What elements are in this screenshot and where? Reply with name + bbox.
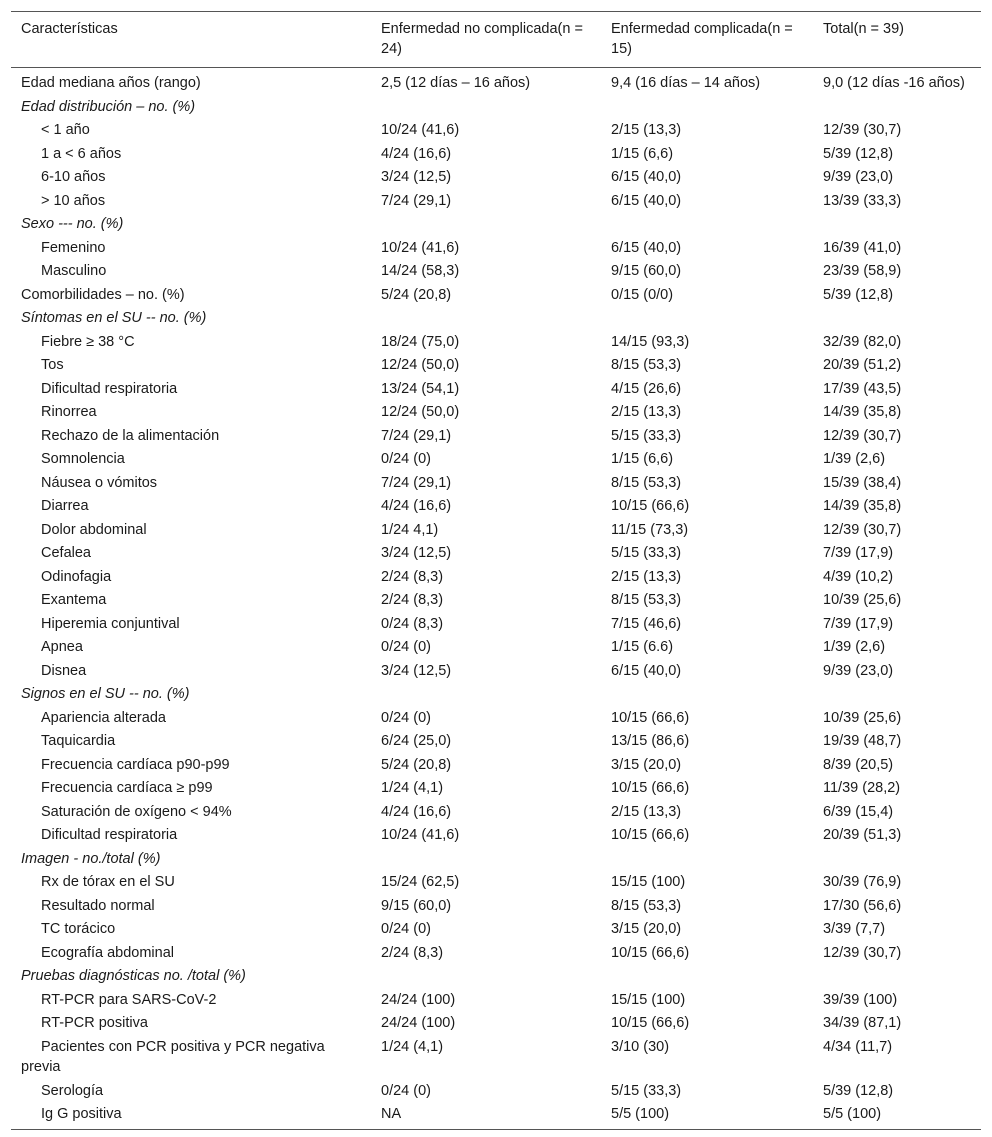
table-cell: 12/39 (30,7)	[823, 521, 902, 538]
table-cell: 6/15 (40,0)	[611, 662, 682, 679]
table-cell: 10/15 (66,6)	[611, 709, 690, 726]
table-cell: 16/39 (41,0)	[823, 239, 902, 256]
row-label: Saturación de oxígeno < 94%	[41, 803, 232, 820]
table-cell: 12/39 (30,7)	[823, 427, 902, 444]
row-label: Femenino	[41, 239, 106, 256]
table-row	[11, 1080, 981, 1104]
row-label: Resultado normal	[41, 897, 155, 914]
table-cell: 1/24 (4,1)	[381, 780, 444, 796]
table-cell: 10/24 (41,6)	[381, 122, 460, 138]
table-cell: 24/24 (100)	[381, 1015, 456, 1031]
table-cell: 14/24 (58,3)	[381, 263, 460, 279]
table-row	[11, 989, 981, 1013]
table-row	[11, 1012, 981, 1036]
table-cell: 0/15 (0/0)	[611, 286, 674, 303]
row-label: Frecuencia cardíaca p90-p99	[41, 756, 230, 773]
table-cell: 14/39 (35,8)	[823, 498, 902, 514]
table-cell: 23/39 (58,9)	[823, 263, 902, 279]
table-cell	[371, 848, 601, 872]
table-cell: 11/15 (73,3)	[611, 521, 689, 538]
table-row	[11, 566, 981, 590]
table-cell	[813, 683, 981, 707]
table-cell: 2/24 (8,3)	[381, 592, 444, 608]
table-cell: 13/15 (86,6)	[611, 733, 690, 749]
table-row	[11, 1036, 981, 1080]
table-row	[11, 801, 981, 825]
row-label: Apariencia alterada	[41, 709, 166, 726]
row-label: Ecografía abdominal	[41, 944, 174, 961]
table-row	[11, 425, 981, 449]
table-cell: 15/15 (100)	[611, 991, 686, 1008]
table-cell: 5/15 (33,3)	[611, 427, 682, 444]
table-cell	[371, 965, 601, 989]
table-cell: 10/15 (66,6)	[611, 827, 690, 843]
table-cell: 7/24 (29,1)	[381, 192, 452, 209]
table-cell: 1/15 (6,6)	[611, 451, 674, 467]
table-cell: 5/39 (12,8)	[823, 286, 894, 303]
table-cell: 30/39 (76,9)	[823, 874, 902, 890]
table-row	[11, 354, 981, 378]
table-cell: 1/39 (2,6)	[823, 639, 886, 655]
table-cell: 34/39 (87,1)	[823, 1015, 902, 1031]
row-label: Pacientes con PCR positiva y PCR negativa previa	[21, 1038, 325, 1075]
table-cell: 17/39 (43,5)	[823, 380, 902, 397]
row-label: Náusea o vómitos	[41, 474, 158, 491]
table-cell: 9/39 (23,0)	[823, 169, 894, 185]
row-label: Fiebre ≥ 38 °C	[41, 333, 135, 350]
table-cell: 9/15 (60,0)	[611, 263, 682, 279]
row-label: Disnea	[41, 662, 87, 679]
table-cell: 1/24 4,1)	[381, 521, 439, 538]
table-cell	[601, 307, 813, 331]
table-cell	[601, 683, 813, 707]
table-row	[11, 284, 981, 308]
table-cell: 7/24 (29,1)	[381, 474, 452, 491]
table-cell	[371, 96, 601, 120]
table-cell: 15/24 (62,5)	[381, 874, 460, 890]
table-cell: 3/10 (30)	[611, 1038, 670, 1055]
table-cell: 0/24 (0)	[381, 1082, 431, 1099]
table-cell: 6/15 (40,0)	[611, 239, 682, 256]
row-label: 1 a < 6 años	[41, 145, 122, 162]
table-cell	[813, 307, 981, 331]
row-label: RT-PCR para SARS-CoV-2	[41, 991, 217, 1008]
row-label: Edad mediana años (rango)	[21, 75, 201, 91]
table-cell: 2/24 (8,3)	[381, 568, 444, 585]
table-cell	[601, 96, 813, 120]
table-cell: 1/24 (4,1)	[381, 1038, 444, 1055]
table-row	[11, 589, 981, 613]
table-cell: 20/39 (51,3)	[823, 827, 902, 843]
table-header	[11, 12, 981, 68]
table-cell: 12/24 (50,0)	[381, 357, 460, 373]
table-row	[11, 730, 981, 754]
row-label: Apnea	[41, 639, 83, 655]
row-label: Ig G positiva	[41, 1106, 122, 1122]
row-label: Rechazo de la alimentación	[41, 427, 220, 444]
table-cell: 9,0 (12 días -16 años)	[823, 75, 965, 91]
table-cell: 8/15 (53,3)	[611, 357, 682, 373]
table-row	[11, 942, 981, 966]
table-row	[11, 119, 981, 143]
row-label: Exantema	[41, 592, 107, 608]
table-cell: 3/39 (7,7)	[823, 921, 886, 937]
header-cell-total: Total(n = 39)	[823, 21, 905, 37]
table-cell: 9/15 (60,0)	[381, 897, 452, 914]
table-cell: 10/15 (66,6)	[611, 498, 690, 514]
table-cell: 7/15 (46,6)	[611, 615, 682, 632]
section-label: Sexo --- no. (%)	[21, 216, 124, 232]
section-row	[11, 213, 981, 237]
table-row	[11, 660, 981, 684]
table-cell: 3/24 (12,5)	[381, 662, 452, 679]
table-cell: 5/24 (20,8)	[381, 286, 452, 303]
table-cell: 1/39 (2,6)	[823, 451, 886, 467]
row-label: Rinorrea	[41, 404, 97, 420]
table-cell: 0/24 (0)	[381, 639, 431, 655]
table-cell: 10/39 (25,6)	[823, 709, 902, 726]
section-label: Síntomas en el SU -- no. (%)	[21, 310, 207, 326]
table-cell: 12/24 (50,0)	[381, 404, 460, 420]
table-cell	[601, 848, 813, 872]
table-cell: 12/39 (30,7)	[823, 122, 902, 138]
table-row	[11, 636, 981, 660]
table-cell: 5/15 (33,3)	[611, 1082, 682, 1099]
row-label: > 10 años	[41, 192, 106, 209]
row-label: Comorbilidades – no. (%)	[21, 286, 185, 303]
section-label: Signos en el SU -- no. (%)	[21, 686, 190, 702]
table-row	[11, 824, 981, 848]
table-cell: 8/39 (20,5)	[823, 756, 894, 773]
table-row	[11, 707, 981, 731]
table-row	[11, 895, 981, 919]
data-table	[11, 11, 981, 1130]
table-cell: 3/24 (12,5)	[381, 169, 452, 185]
section-label: Pruebas diagnósticas no. /total (%)	[21, 968, 246, 984]
table-cell	[813, 965, 981, 989]
row-label: Odinofagia	[41, 568, 112, 585]
row-label: TC torácico	[41, 921, 116, 937]
table-row	[11, 166, 981, 190]
table-cell: 5/15 (33,3)	[611, 545, 682, 561]
section-row	[11, 96, 981, 120]
table-row	[11, 495, 981, 519]
row-label: Tos	[41, 357, 64, 373]
table-row	[11, 237, 981, 261]
section-label: Edad distribución – no. (%)	[21, 98, 196, 115]
table-cell: 0/24 (0)	[381, 921, 431, 937]
section-label: Imagen - no./total (%)	[21, 850, 161, 867]
table-cell: 8/15 (53,3)	[611, 474, 682, 491]
table-cell: 0/24 (0)	[381, 709, 431, 726]
table-row	[11, 68, 981, 96]
table-container	[11, 11, 981, 1130]
table-cell: 5/39 (12,8)	[823, 145, 894, 162]
table-row	[11, 260, 981, 284]
table-cell: 13/24 (54,1)	[381, 380, 460, 397]
table-cell: 3/24 (12,5)	[381, 545, 452, 561]
header-cell-complicated: Enfermedad complicada(n = 15)	[611, 21, 793, 57]
table-cell: 4/39 (10,2)	[823, 568, 894, 585]
row-label: Dolor abdominal	[41, 521, 147, 538]
table-cell: 5/5 (100)	[823, 1106, 882, 1122]
row-label: Taquicardia	[41, 733, 116, 749]
table-cell: 2,5 (12 días – 16 años)	[381, 75, 531, 91]
section-row	[11, 848, 981, 872]
table-cell: 5/39 (12,8)	[823, 1082, 894, 1099]
table-row	[11, 871, 981, 895]
table-cell: 10/24 (41,6)	[381, 827, 460, 843]
table-cell: 10/39 (25,6)	[823, 592, 902, 608]
table-cell: 7/24 (29,1)	[381, 427, 452, 444]
table-cell	[813, 96, 981, 120]
table-cell: 2/24 (8,3)	[381, 944, 444, 961]
table-row	[11, 448, 981, 472]
table-cell: 14/39 (35,8)	[823, 404, 902, 420]
table-cell: 39/39 (100)	[823, 991, 898, 1008]
table-cell: 7/39 (17,9)	[823, 545, 894, 561]
table-cell: 4/24 (16,6)	[381, 498, 452, 514]
row-label: Serología	[41, 1082, 104, 1099]
table-cell: 2/15 (13,3)	[611, 122, 682, 138]
table-row	[11, 331, 981, 355]
row-label: Somnolencia	[41, 451, 125, 467]
table-cell: 0/24 (0)	[381, 451, 431, 467]
table-cell: 5/24 (20,8)	[381, 756, 452, 773]
table-row	[11, 190, 981, 214]
table-row	[11, 519, 981, 543]
header-row	[11, 12, 981, 68]
header-cell-characteristics: Características	[21, 21, 118, 37]
table-body	[11, 68, 981, 1130]
table-cell: 4/15 (26,6)	[611, 380, 682, 397]
table-row	[11, 401, 981, 425]
row-label: Dificultad respiratoria	[41, 827, 178, 843]
table-cell: 2/15 (13,3)	[611, 404, 682, 420]
table-cell: 10/15 (66,6)	[611, 780, 690, 796]
row-label: RT-PCR positiva	[41, 1015, 148, 1031]
table-cell: 9,4 (16 días – 14 años)	[611, 75, 761, 91]
table-cell: 3/15 (20,0)	[611, 921, 682, 937]
table-cell: 5/5 (100)	[611, 1106, 670, 1122]
table-cell: 20/39 (51,2)	[823, 357, 902, 373]
table-cell: 1/15 (6.6)	[611, 639, 674, 655]
table-cell: 18/24 (75,0)	[381, 333, 460, 350]
table-cell: 10/15 (66,6)	[611, 1015, 690, 1031]
table-cell: 24/24 (100)	[381, 991, 456, 1008]
table-cell: 10/15 (66,6)	[611, 944, 690, 961]
table-cell	[371, 307, 601, 331]
table-cell: 2/15 (13,3)	[611, 803, 682, 820]
row-label: Dificultad respiratoria	[41, 380, 178, 397]
table-cell: 14/15 (93,3)	[611, 333, 690, 350]
table-cell: 4/34 (11,7)	[823, 1038, 893, 1055]
row-label: Diarrea	[41, 498, 89, 514]
table-cell	[371, 683, 601, 707]
header-cell-uncomplicated: Enfermedad no complicada(n = 24)	[381, 21, 583, 57]
section-row	[11, 307, 981, 331]
table-row	[11, 143, 981, 167]
table-cell	[813, 848, 981, 872]
table-cell: 15/39 (38,4)	[823, 474, 902, 491]
row-label: < 1 año	[41, 122, 90, 138]
row-label: Cefalea	[41, 545, 91, 561]
table-cell: 4/24 (16,6)	[381, 803, 452, 820]
table-cell	[601, 965, 813, 989]
table-row	[11, 918, 981, 942]
table-cell: 9/39 (23,0)	[823, 662, 894, 679]
table-cell: 8/15 (53,3)	[611, 592, 682, 608]
table-cell: 10/24 (41,6)	[381, 239, 460, 256]
row-label: Rx de tórax en el SU	[41, 874, 175, 890]
table-cell: NA	[381, 1106, 402, 1122]
table-cell: 6/24 (25,0)	[381, 733, 452, 749]
row-label: Masculino	[41, 263, 107, 279]
table-cell	[371, 213, 601, 237]
table-cell: 13/39 (33,3)	[823, 192, 902, 209]
section-row	[11, 965, 981, 989]
table-cell: 6/39 (15,4)	[823, 803, 894, 820]
table-cell: 8/15 (53,3)	[611, 897, 682, 914]
table-row	[11, 542, 981, 566]
table-cell: 17/30 (56,6)	[823, 897, 902, 914]
table-cell: 3/15 (20,0)	[611, 756, 682, 773]
table-row	[11, 1103, 981, 1129]
table-cell: 4/24 (16,6)	[381, 145, 452, 162]
section-row	[11, 683, 981, 707]
table-cell: 32/39 (82,0)	[823, 333, 902, 350]
table-row	[11, 472, 981, 496]
row-label: 6-10 años	[41, 169, 106, 185]
table-cell: 7/39 (17,9)	[823, 615, 894, 632]
table-cell: 19/39 (48,7)	[823, 733, 902, 749]
table-cell: 15/15 (100)	[611, 874, 686, 890]
table-row	[11, 754, 981, 778]
table-cell: 2/15 (13,3)	[611, 568, 682, 585]
table-row	[11, 378, 981, 402]
table-cell	[813, 213, 981, 237]
table-cell: 11/39 (28,2)	[823, 780, 901, 796]
table-row	[11, 613, 981, 637]
row-label: Frecuencia cardíaca ≥ p99	[41, 780, 213, 796]
table-cell: 6/15 (40,0)	[611, 169, 682, 185]
table-row	[11, 777, 981, 801]
table-cell: 6/15 (40,0)	[611, 192, 682, 209]
table-cell	[601, 213, 813, 237]
table-cell: 1/15 (6,6)	[611, 145, 674, 162]
row-label: Hiperemia conjuntival	[41, 615, 180, 632]
table-cell: 0/24 (8,3)	[381, 615, 444, 632]
table-cell: 12/39 (30,7)	[823, 944, 902, 961]
